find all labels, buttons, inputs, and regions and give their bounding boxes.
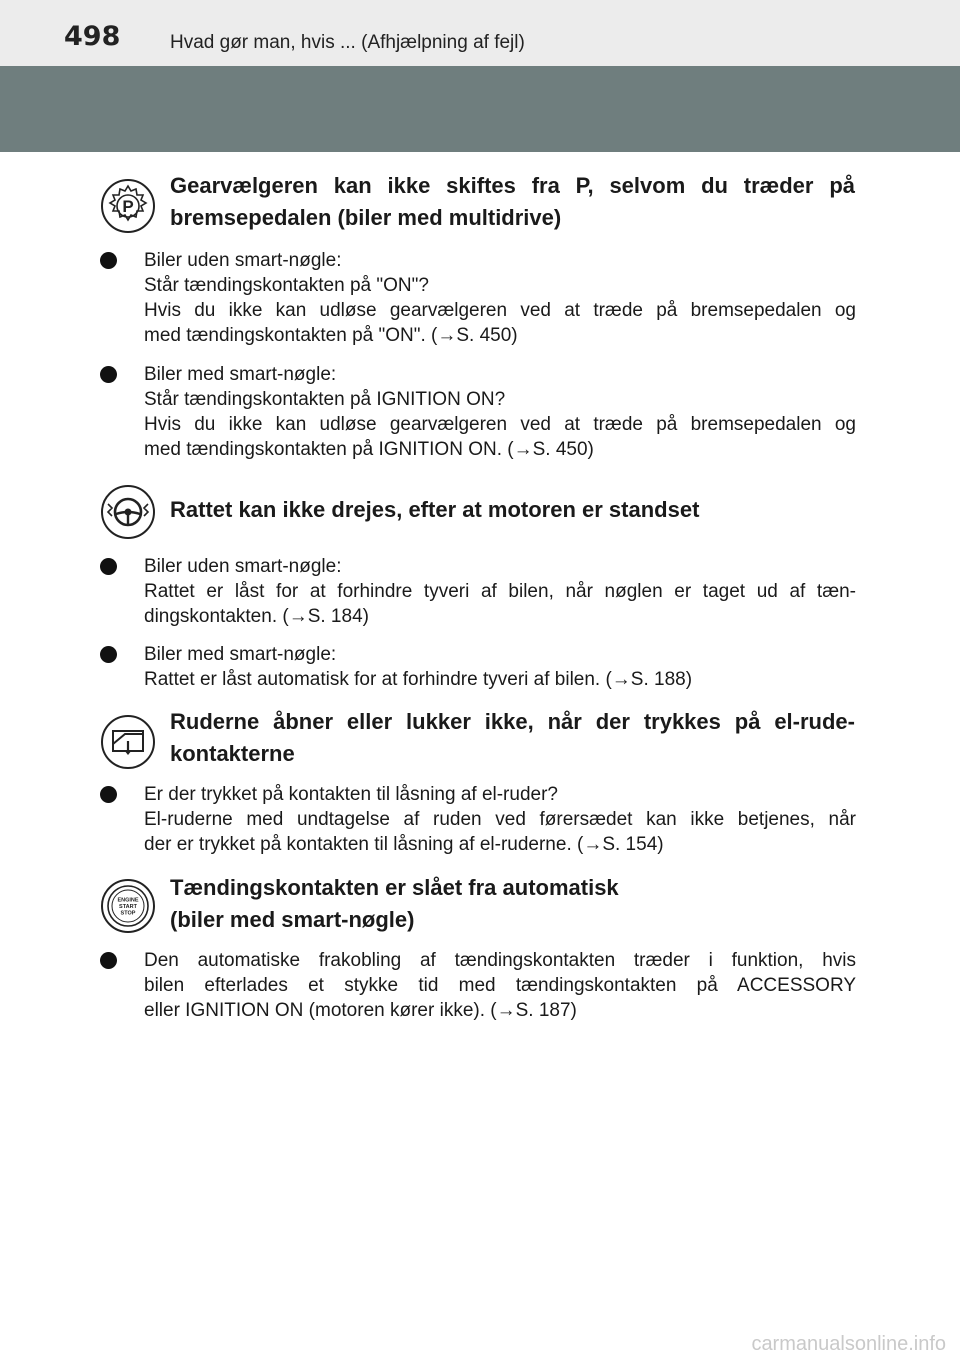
- text-line: med tændingskontakten på "ON". (→S. 450): [144, 325, 518, 346]
- icon-text: START: [119, 904, 137, 910]
- list-item-text: [144, 554, 856, 629]
- heading-line: (biler med smart-nøgle): [170, 907, 415, 932]
- list-item-text: [144, 642, 856, 692]
- steering-lock-icon: [100, 484, 156, 540]
- bullet-dot: [100, 952, 117, 969]
- text-line: Hvis du ikke kan udløse gearvælgeren ved at træde på bremsepedalen og: [144, 414, 856, 435]
- heading-line: Rattet kan ikke drejes, efter at motoren er standset: [170, 497, 700, 522]
- list-item-text: [144, 248, 856, 348]
- engine-start-stop-button-icon: [100, 878, 156, 934]
- text-line: dingskontakten. (→S. 184): [144, 606, 369, 627]
- svg-text:P: P: [122, 197, 134, 216]
- text-line: bilen efterlades et stykke tid med tændingskontakten på ACCESSORY: [144, 975, 856, 996]
- heading-line: Tændingskontakten er slået fra automatisk: [170, 875, 619, 900]
- section-heading: [170, 170, 855, 234]
- heading-line: kontakterne: [170, 741, 295, 766]
- text-line: Er der trykket på kontakten til låsning af el-ruder?: [144, 784, 558, 805]
- list-item-text: [144, 948, 856, 1023]
- text-line: Biler uden smart-nøgle:: [144, 250, 342, 271]
- power-window-icon: [100, 714, 156, 770]
- list-item-text: [144, 782, 856, 857]
- text-line: Rattet er låst automatisk for at forhindre tyveri af bilen. (→S. 188): [144, 669, 693, 690]
- page-number: 498: [64, 21, 121, 52]
- heading-line: Gearvælgeren kan ikke skiftes fra P, selvom du træder på: [170, 173, 855, 198]
- text-line: der er trykket på kontakten til låsning af el-ruderne. (→S. 154): [144, 834, 664, 855]
- heading-line: bremsepedalen (biler med multidrive): [170, 205, 562, 230]
- bullet-dot: [100, 252, 117, 269]
- text-line: Står tændingskontakten på IGNITION ON?: [144, 389, 506, 410]
- text-line: Biler med smart-nøgle:: [144, 644, 337, 665]
- running-title: Hvad gør man, hvis ... (Afhjælpning af fejl): [170, 32, 525, 53]
- text-line: El-ruderne med undtagelse af ruden ved førersædet kan ikke betjenes, når: [144, 809, 856, 830]
- section-heading: [170, 872, 855, 936]
- text-line: Rattet er låst for at forhindre tyveri af bilen, når nøglen er taget ud af tæn-: [144, 581, 856, 602]
- heading-line: Ruderne åbner eller lukker ikke, når der trykkes på el-rude-: [170, 709, 855, 734]
- bullet-dot: [100, 646, 117, 663]
- section-heading: [170, 494, 855, 526]
- bullet-dot: [100, 558, 117, 575]
- text-line: med tændingskontakten på IGNITION ON. (→S. 450): [144, 439, 594, 460]
- bullet-dot: [100, 366, 117, 383]
- text-line: Biler uden smart-nøgle:: [144, 556, 342, 577]
- watermark: carmanualsonline.info: [751, 1333, 946, 1355]
- section-heading: [170, 706, 855, 770]
- bullet-dot: [100, 786, 117, 803]
- shift-lock-gear-P-icon: [100, 178, 156, 234]
- text-line: Den automatiske frakobling af tændingskontakten træder i funktion, hvis: [144, 950, 856, 971]
- icon-text: ENGINE: [117, 897, 139, 904]
- text-line: Hvis du ikke kan udløse gearvælgeren ved at træde på bremsepedalen og: [144, 300, 856, 321]
- list-item-text: [144, 362, 856, 462]
- icon-text: STOP: [120, 910, 136, 917]
- chapter-band: [0, 66, 960, 152]
- text-line: eller IGNITION ON (motoren kører ikke). (→S. 187): [144, 1000, 577, 1021]
- text-line: Biler med smart-nøgle:: [144, 364, 337, 385]
- text-line: Står tændingskontakten på "ON"?: [144, 275, 429, 296]
